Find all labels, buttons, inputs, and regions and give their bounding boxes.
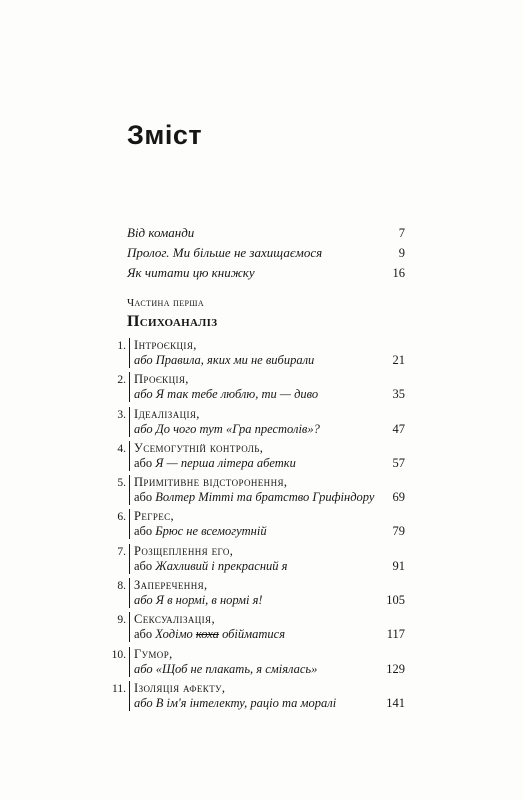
chapter-subtitle: або Волтер Мітті та братство Грифіндору — [134, 490, 375, 505]
chapter-rule — [129, 338, 130, 368]
chapter-entry[interactable] — [106, 338, 405, 372]
chapter-subtitle: або Я — перша літера абетки — [134, 455, 296, 470]
chapter-title: Заперечення, — [134, 578, 208, 593]
chapter-title: Регрес, — [134, 509, 175, 524]
chapter-number: 8. — [117, 580, 126, 593]
chapter-rule — [129, 407, 130, 437]
chapter-subtitle: або До чого тут «Гра престолів»? — [134, 421, 320, 436]
chapter-page: 47 — [392, 421, 405, 436]
toc-entry-title: Від команди — [127, 225, 195, 240]
chapter-subtitle: або Жахливий і прекрасний я — [134, 558, 288, 573]
chapter-subtitle: або В ім'я інтелекту, раціо та моралі — [134, 695, 337, 710]
chapter-subtitle: або «Щоб не плакать, я сміялась» — [134, 661, 318, 676]
chapter-page: 91 — [392, 558, 405, 573]
chapter-entry[interactable] — [106, 407, 405, 441]
chapter-page: 117 — [386, 627, 405, 642]
chapter-number: 2. — [117, 374, 126, 387]
chapter-rule — [129, 578, 130, 608]
part-label: Частина перша — [127, 297, 204, 309]
chapter-subtitle: або Я в нормі, в нормі я! — [134, 593, 263, 608]
toc-entry-page: 7 — [398, 226, 405, 240]
chapter-page: 105 — [386, 593, 405, 608]
chapter-entry[interactable] — [106, 544, 405, 578]
chapter-title: Проєкція, — [134, 372, 189, 387]
toc-entry[interactable] — [127, 223, 405, 243]
chapter-page: 69 — [392, 490, 405, 505]
chapter-number: 3. — [117, 408, 126, 421]
chapter-page: 129 — [386, 661, 405, 676]
toc-entry[interactable] — [127, 263, 405, 283]
chapter-subtitle: або Брюс не всемогутній — [134, 524, 267, 539]
chapter-entry[interactable] — [106, 509, 405, 543]
chapter-title: Усемогутній контроль, — [134, 440, 264, 455]
toc-entry-page: 9 — [398, 246, 405, 260]
chapter-subtitle: або Ходімо коха обійматися — [134, 627, 286, 642]
chapter-title: Сексуалізація, — [134, 612, 215, 627]
chapter-entry[interactable] — [106, 612, 405, 646]
chapter-entry[interactable] — [106, 475, 405, 509]
chapter-rule — [129, 509, 130, 539]
chapter-number: 11. — [112, 682, 126, 695]
chapter-title: Ідеалізація, — [134, 406, 200, 421]
chapter-subtitle: або Я так тебе люблю, ти — диво — [134, 387, 319, 402]
chapter-title: Примітивне відсторонення, — [134, 475, 288, 490]
toc-entry-title: Як читати цю книжку — [127, 265, 255, 280]
chapter-page: 141 — [386, 695, 405, 710]
chapter-number: 9. — [117, 614, 126, 627]
chapter-rule — [129, 647, 130, 677]
chapter-entry[interactable] — [106, 372, 405, 406]
chapter-rule — [129, 441, 130, 471]
toc-entry[interactable] — [127, 243, 405, 263]
chapter-entry[interactable] — [106, 441, 405, 475]
chapter-page: 21 — [392, 353, 405, 367]
chapter-entry[interactable] — [106, 578, 405, 612]
chapter-rule — [129, 475, 130, 505]
chapter-title: Розщеплення его, — [134, 543, 234, 558]
chapter-number: 1. — [117, 340, 126, 352]
toc-entry-page: 16 — [392, 266, 405, 280]
part-title: Психоаналіз — [127, 313, 218, 330]
chapter-title: Ізоляція афекту, — [134, 680, 226, 695]
chapter-number: 5. — [117, 477, 126, 490]
chapter-number: 6. — [117, 511, 126, 524]
chapter-rule — [129, 612, 130, 642]
chapter-title: Гумор, — [134, 646, 173, 661]
chapter-page: 35 — [392, 387, 405, 402]
toc-entry-title: Пролог. Ми більше не захищаємося — [127, 245, 323, 260]
chapter-rule — [129, 544, 130, 574]
chapter-page: 57 — [392, 455, 405, 470]
chapter-number: 7. — [117, 545, 126, 558]
chapter-list — [106, 338, 405, 715]
chapter-subtitle: або Правила, яких ми не вибирали — [134, 353, 315, 367]
chapter-entry[interactable] — [106, 647, 405, 681]
front-matter-list — [127, 223, 405, 283]
page-title: Зміст — [127, 120, 203, 150]
chapter-page: 79 — [392, 524, 405, 539]
chapter-rule — [129, 372, 130, 402]
chapter-number: 10. — [111, 648, 126, 661]
chapter-number: 4. — [117, 442, 126, 455]
chapter-title: Інтроєкція, — [134, 338, 197, 352]
chapter-rule — [129, 681, 130, 711]
chapter-entry[interactable] — [106, 681, 405, 715]
